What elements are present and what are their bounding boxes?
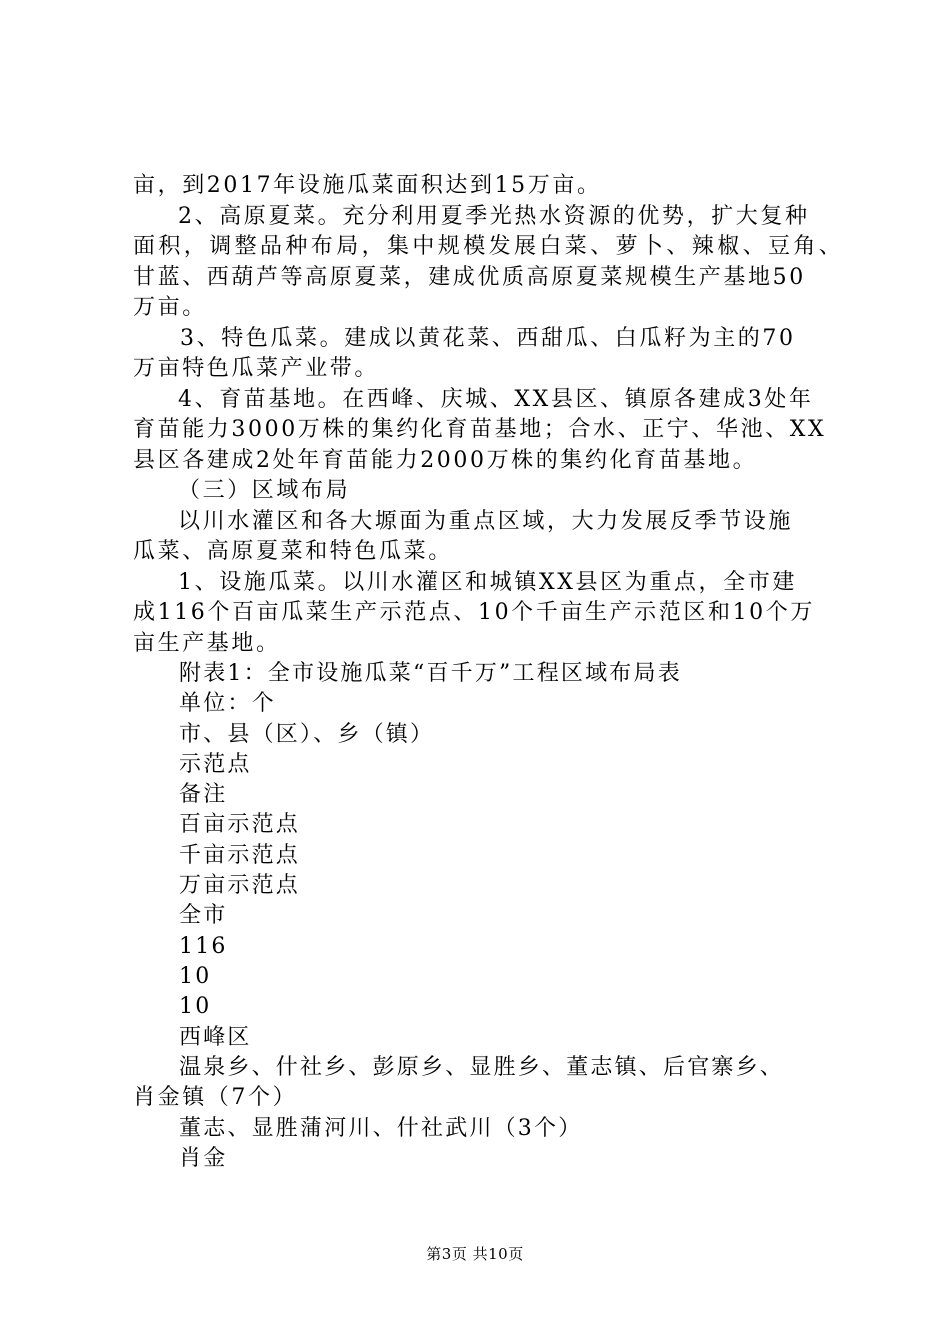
document-body bbox=[133, 171, 845, 1174]
table-cell-continuation: 肖金镇（7个） bbox=[133, 1085, 298, 1111]
paragraph-line: 亩，到2017年设施瓜菜面积达到15万亩。 bbox=[133, 173, 602, 198]
page-footer: 第3页 共10页 bbox=[426, 1245, 524, 1263]
paragraph-line: 1、设施瓜菜。以川水灌区和城镇XX县区为重点，全市建 bbox=[178, 569, 797, 595]
table-header-cell: 市、县（区）、乡（镇） bbox=[179, 721, 435, 747]
table-header-cell: 示范点 bbox=[179, 751, 252, 777]
table-cell: 116 bbox=[179, 933, 228, 959]
paragraph-line: 3、特色瓜菜。建成以黄花菜、西甜瓜、白瓜籽为主的70 bbox=[180, 325, 796, 351]
table-header-cell: 百亩示范点 bbox=[179, 812, 301, 838]
paragraph-line: 育苗能力3000万株的集约化育苗基地；合水、正宁、华池、XX bbox=[133, 417, 827, 442]
paragraph-line: 县区各建成2处年育苗能力2000万株的集约化育苗基地。 bbox=[133, 447, 758, 473]
table-fragment bbox=[133, 659, 833, 1174]
table-unit: 单位：个 bbox=[179, 691, 276, 717]
table-cell: 温泉乡、什社乡、彭原乡、显胜乡、董志镇、后官寨乡、 bbox=[179, 1054, 785, 1080]
table-header-cell: 备注 bbox=[179, 782, 228, 808]
paragraph-line: 4、育苗基地。在西峰、庆城、XX县区、镇原各建成3处年 bbox=[178, 386, 814, 412]
table-cell: 董志、显胜蒲河川、什社武川（3个） bbox=[179, 1115, 583, 1141]
paragraph-line: 万亩特色瓜菜产业带。 bbox=[133, 356, 380, 381]
paragraph-line: 2、高原夏菜。充分利用夏季光热水资源的优势，扩大复种 bbox=[178, 203, 810, 229]
table-header-cell: 万亩示范点 bbox=[179, 873, 301, 899]
table-cell: 肖金 bbox=[179, 1145, 228, 1171]
paragraph-line: 面积，调整品种布局，集中规模发展白菜、萝卜、辣椒、豆角、 bbox=[133, 234, 845, 259]
table-cell: 全市 bbox=[179, 903, 228, 929]
paragraph-line: 成116个百亩瓜菜生产示范点、10个千亩生产示范区和10个万 bbox=[133, 600, 815, 625]
table-header-cell: 千亩示范点 bbox=[179, 842, 301, 868]
table-cell: 西峰区 bbox=[179, 1024, 252, 1050]
table-cell: 10 bbox=[179, 963, 212, 989]
paragraph-line: 瓜菜、高原夏菜和特色瓜菜。 bbox=[133, 539, 453, 564]
section-heading: （三）区域布局 bbox=[178, 478, 351, 503]
paragraph-line: 以川水灌区和各大塬面为重点区域，大力发展反季节设施 bbox=[178, 508, 794, 534]
table-caption: 附表1：全市设施瓜菜“百千万”工程区域布局表 bbox=[179, 661, 682, 686]
paragraph-line: 甘蓝、西葫芦等高原夏菜，建成优质高原夏菜规模生产基地50 bbox=[133, 264, 806, 290]
table-cell: 10 bbox=[179, 994, 212, 1020]
paragraph-line: 亩生产基地。 bbox=[133, 630, 281, 656]
paragraph-line: 万亩。 bbox=[133, 295, 207, 320]
